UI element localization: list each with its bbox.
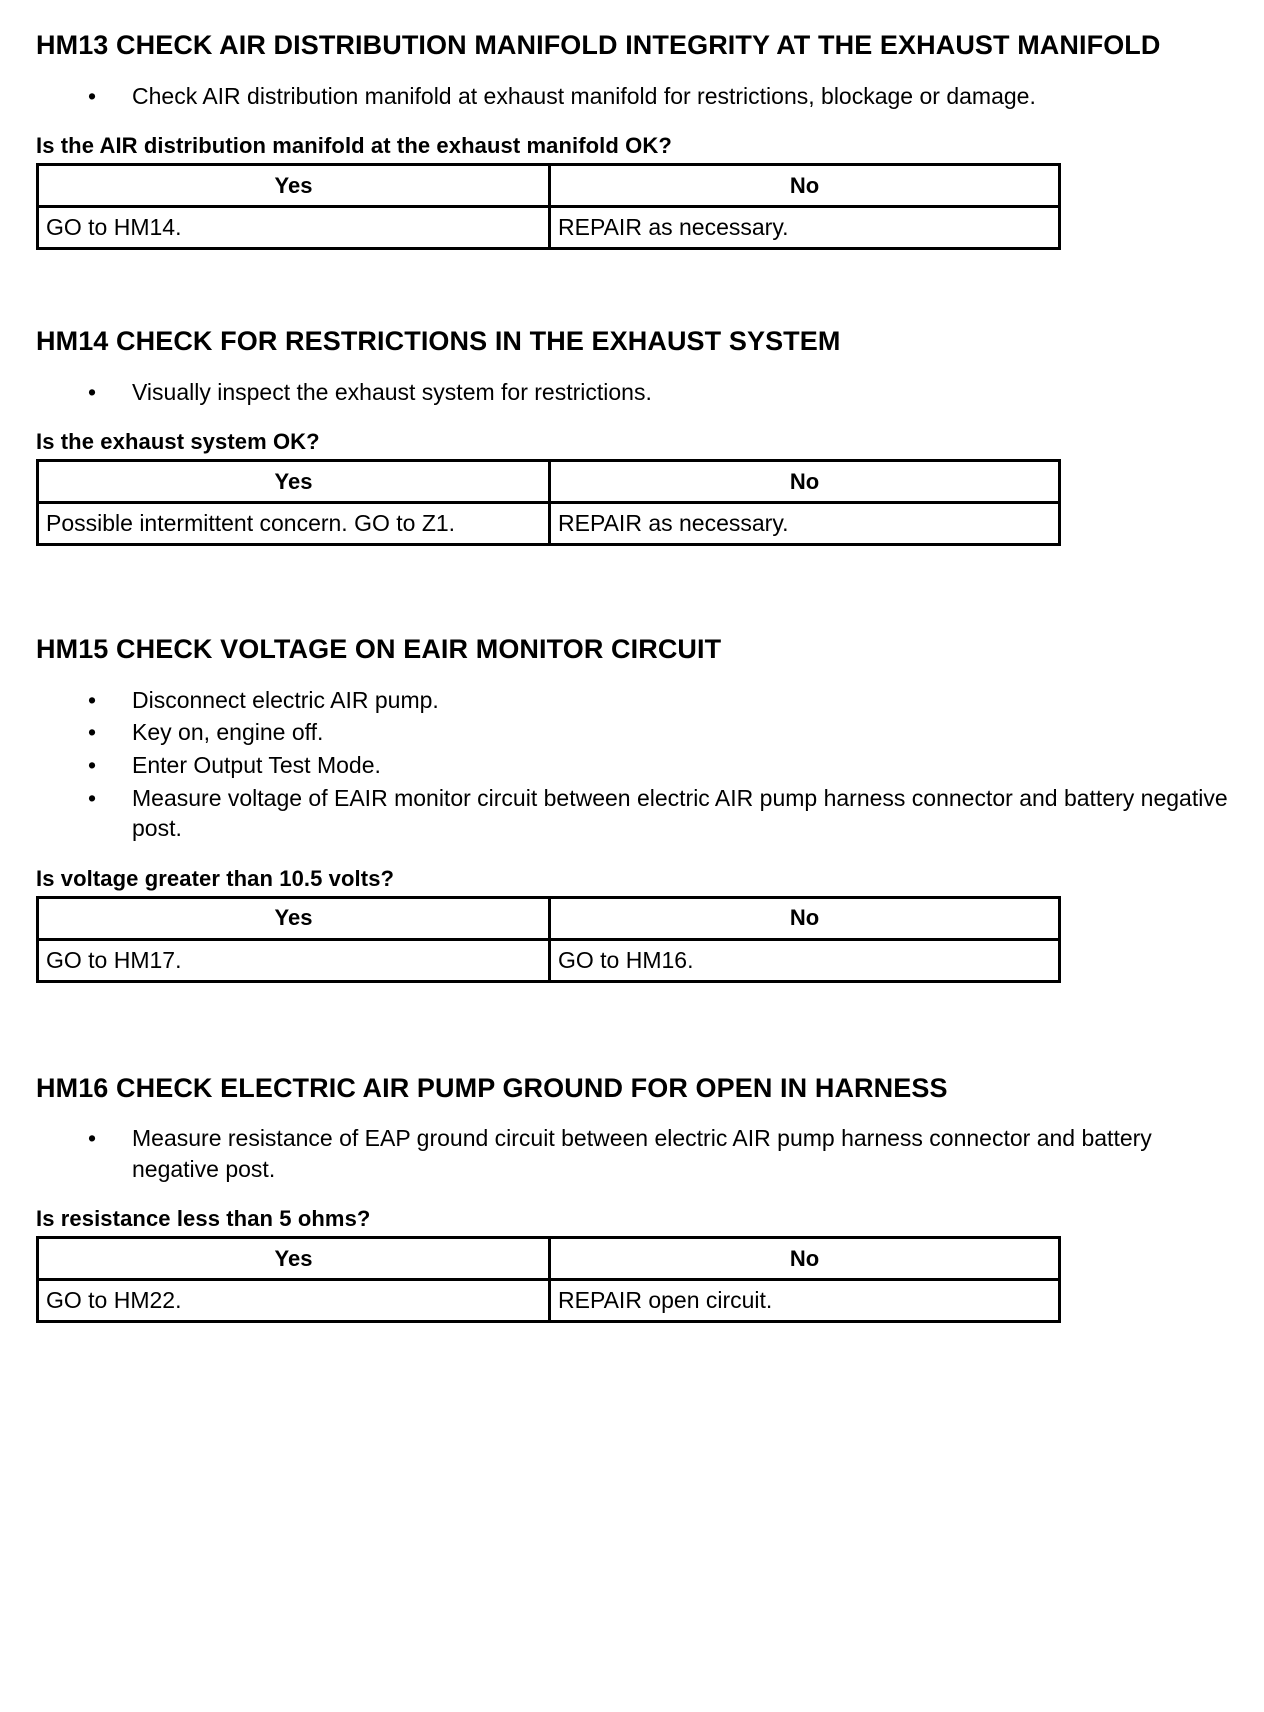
bullet-icon: • <box>88 1125 97 1152</box>
bullet-text: Key on, engine off. <box>132 719 324 746</box>
list-item <box>36 750 1228 781</box>
table-row <box>38 939 1060 981</box>
yes-no-table <box>36 163 1061 250</box>
answer-yes: GO to HM17. <box>38 939 550 981</box>
step-bullet-list <box>36 685 1228 844</box>
table-row <box>38 1238 1060 1280</box>
table-row <box>38 503 1060 545</box>
list-item <box>36 783 1228 844</box>
column-header-no: No <box>550 1238 1060 1280</box>
bullet-text: Visually inspect the exhaust system for restrictions. <box>132 378 652 405</box>
list-item <box>36 717 1228 748</box>
bullet-icon: • <box>88 82 97 109</box>
list-item <box>36 1123 1228 1184</box>
yes-no-table <box>36 1236 1061 1323</box>
table-row <box>38 897 1060 939</box>
step-bullet-list <box>36 81 1228 112</box>
step-title: HM15 CHECK VOLTAGE ON EAIR MONITOR CIRCUIT <box>36 634 722 665</box>
list-item <box>36 81 1228 112</box>
yes-no-table <box>36 896 1061 983</box>
answer-no: REPAIR open circuit. <box>550 1280 1060 1322</box>
bullet-icon: • <box>88 751 97 778</box>
step-bullet-list <box>36 377 1228 408</box>
step-title: HM16 CHECK ELECTRIC AIR PUMP GROUND FOR OPEN IN HARNESS <box>36 1072 948 1103</box>
table-row <box>38 165 1060 207</box>
column-header-no: No <box>550 897 1060 939</box>
section-spacer <box>36 546 1228 632</box>
answer-no: REPAIR as necessary. <box>550 207 1060 249</box>
column-header-no: No <box>550 165 1060 207</box>
answer-yes: Possible intermittent concern. GO to Z1. <box>38 503 550 545</box>
step-question: Is the exhaust system OK? <box>36 429 320 455</box>
list-item <box>36 377 1228 408</box>
column-header-yes: Yes <box>38 897 550 939</box>
step-hm15 <box>36 632 1228 982</box>
step-question: Is resistance less than 5 ohms? <box>36 1206 371 1232</box>
bullet-text: Enter Output Test Mode. <box>132 751 381 778</box>
bullet-text: Disconnect electric AIR pump. <box>132 686 439 713</box>
step-title: HM14 CHECK FOR RESTRICTIONS IN THE EXHAUST SYSTEM <box>36 326 841 357</box>
answer-no: GO to HM16. <box>550 939 1060 981</box>
column-header-yes: Yes <box>38 165 550 207</box>
list-item <box>36 685 1228 716</box>
bullet-text: Measure voltage of EAIR monitor circuit between electric AIR pump harness connector and battery negative post. <box>132 784 1228 842</box>
step-question: Is voltage greater than 10.5 volts? <box>36 865 395 891</box>
answer-yes: GO to HM14. <box>38 207 550 249</box>
bullet-icon: • <box>88 378 97 405</box>
bullet-text: Measure resistance of EAP ground circuit between electric AIR pump harness connector and battery negative post. <box>132 1125 1152 1182</box>
section-spacer <box>36 983 1228 1071</box>
column-header-yes: Yes <box>38 1238 550 1280</box>
section-spacer <box>36 250 1228 324</box>
step-hm13 <box>36 28 1228 250</box>
step-bullet-list <box>36 1123 1228 1184</box>
column-header-yes: Yes <box>38 461 550 503</box>
step-hm14 <box>36 324 1228 546</box>
step-hm16 <box>36 1071 1228 1324</box>
bullet-icon: • <box>88 719 97 746</box>
table-row <box>38 1280 1060 1322</box>
step-title: HM13 CHECK AIR DISTRIBUTION MANIFOLD INTEGRITY AT THE EXHAUST MANIFOLD <box>36 30 1161 60</box>
column-header-no: No <box>550 461 1060 503</box>
table-row <box>38 207 1060 249</box>
step-question: Is the AIR distribution manifold at the exhaust manifold OK? <box>36 133 672 159</box>
answer-yes: GO to HM22. <box>38 1280 550 1322</box>
answer-no: REPAIR as necessary. <box>550 503 1060 545</box>
bullet-text: Check AIR distribution manifold at exhaust manifold for restrictions, blockage or damage. <box>132 82 1036 109</box>
bullet-icon: • <box>88 686 97 713</box>
table-row <box>38 461 1060 503</box>
bullet-icon: • <box>88 784 97 811</box>
yes-no-table <box>36 459 1061 546</box>
